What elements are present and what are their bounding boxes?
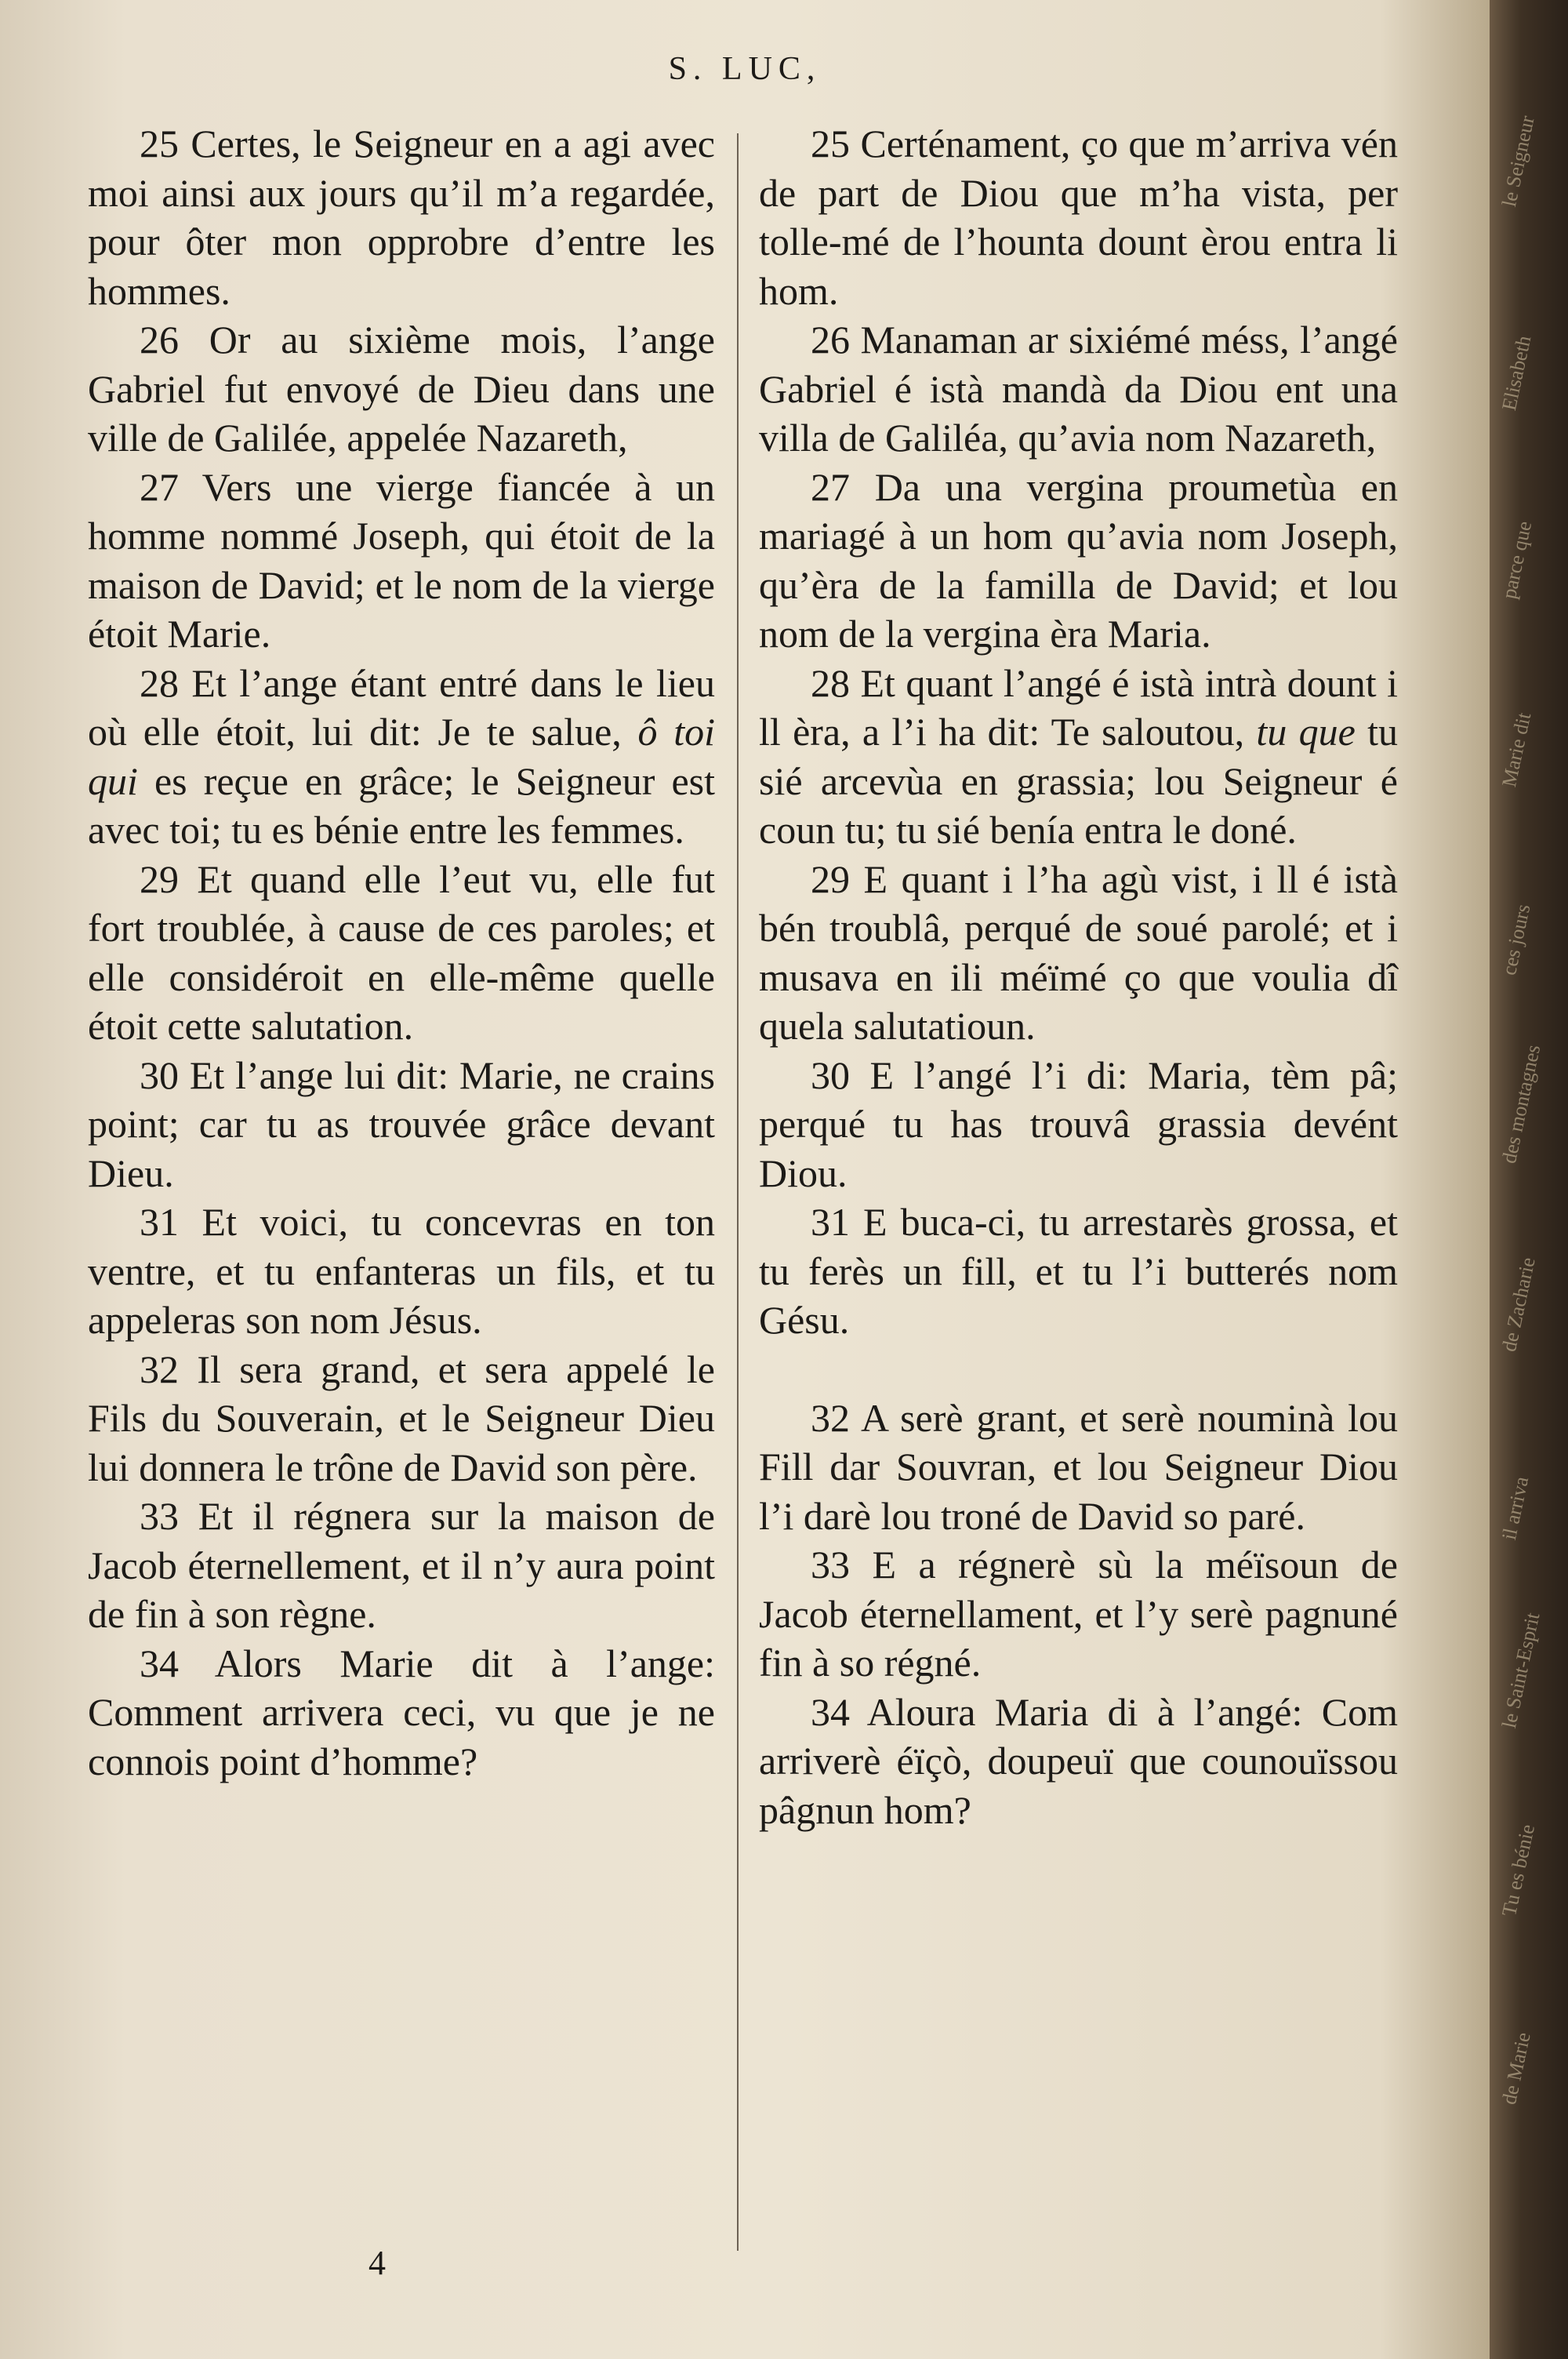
verse-34-fr: 34 Alors Marie dit à l’ange: Comment arrivera ceci, vu que je ne connois point d’homme? — [88, 1641, 715, 1783]
verse-30-ni: 30 E l’angé l’i di: Maria, tèm pâ; perqué tu has trouvâ grassia devént Diou. — [759, 1052, 1398, 1195]
verse-gap — [759, 1345, 1398, 1394]
edge-fragment: ces jours — [1497, 902, 1535, 978]
verse-33-fr: 33 Et il régnera sur la maison de Jacob éternellement, et il n’y aura point de fin à son règne. — [88, 1494, 715, 1636]
edge-fragment: Tu es bénie — [1497, 1822, 1540, 1919]
facing-page-edge — [1490, 0, 1568, 2359]
verse-27-ni: 27 Da una vergina proumetùa en mariagé à un hom qu’avia nom Joseph, qu’èra de la familla de David; et lou nom de la vergina èra Maria. — [759, 464, 1398, 656]
edge-fragment: de Zacharie — [1497, 1255, 1540, 1354]
verse-26-ni: 26 Manaman ar sixiémé méss, l’angé Gabriel é istà mandà da Diou ent una villa de Galiléa, qu’avia nom Nazareth, — [759, 318, 1398, 460]
verse-30-fr: 30 Et l’ange lui dit: Marie, ne crains point; car tu as trouvée grâce devant Dieu. — [88, 1052, 715, 1195]
verse-28-fr — [88, 659, 715, 855]
verse-29-fr: 29 Et quand elle l’eut vu, elle fut fort troublée, à cause de ces paroles; et elle considéroit en elle-même quelle étoit cette salutation. — [88, 856, 715, 1048]
edge-fragment: des montagnes — [1497, 1042, 1545, 1166]
edge-fragment: il arriva — [1497, 1474, 1534, 1543]
verse-25-fr: 25 Certes, le Seigneur en a agi avec moi ainsi aux jours qu’il m’a regardée, pour ôter mon opprobre d’entre les hommes. — [88, 122, 715, 313]
edge-fragment: de Marie — [1497, 2030, 1535, 2107]
edge-fragment: le Seigneur — [1497, 113, 1539, 209]
verse-28-fr-italic: ô toi qui — [88, 710, 715, 803]
verse-28-ni-part1: 28 Et quant l’angé é istà intrà dount i ll èra, a l’i ha dit: Te saloutou, — [759, 660, 1398, 754]
verse-34-ni: 34 Aloura Maria di à l’angé: Com arriverè éïçò, doupeuï que counouïssou pâgnun hom? — [759, 1689, 1398, 1832]
verse-28-fr-part2: es reçue en grâce; le Seigneur est avec toi; tu es bénie entre les femmes. — [88, 758, 715, 852]
verse-26-fr: 26 Or au sixième mois, l’ange Gabriel fut envoyé de Dieu dans une ville de Galilée, appelée Nazareth, — [88, 318, 715, 460]
edge-fragment: parce que — [1497, 518, 1537, 602]
page-number: 4 — [368, 2244, 386, 2282]
verse-33-ni: 33 E a régnerè sù la méïsoun de Jacob éternellament, et l’y serè pagnuné fin à so régné. — [759, 1543, 1398, 1685]
verse-32-fr: 32 Il sera grand, et sera appelé le Fils du Souverain, et le Seigneur Dieu lui donnera le trône de David son père. — [88, 1347, 715, 1489]
column-divider — [737, 133, 739, 2251]
verse-28-fr-part1: 28 Et l’ange étant entré dans le lieu où elle étoit, lui dit: Je te salue, — [88, 660, 715, 754]
verse-31-ni: 31 E buca-ci, tu arrestarès grossa, et tu ferès un fill, et tu l’i butterés nom Gésu. — [759, 1200, 1398, 1342]
verse-25-ni: 25 Certénament, ço que m’arriva vén de part de Diou que m’ha vista, per tolle-mé de l’hounta dount èrou entra li hom. — [759, 122, 1398, 313]
edge-fragment: le Saint-Esprit — [1497, 1610, 1544, 1731]
edge-fragment: Elisabeth — [1497, 333, 1536, 413]
verse-28-ni — [759, 659, 1398, 855]
nissart-column — [759, 119, 1398, 1834]
verse-27-fr: 27 Vers une vierge fiancée à un homme nommé Joseph, qui étoit de la maison de David; et le nom de la vierge étoit Marie. — [88, 464, 715, 656]
verse-28-ni-part2: tu sié arcevùa en grassia; lou Seigneur é coun tu; tu sié benía entra le doné. — [759, 710, 1398, 852]
verse-31-fr: 31 Et voici, tu concevras en ton ventre, et tu enfanteras un fils, et tu appeleras son nom Jésus. — [88, 1200, 715, 1342]
running-header: S. LUC, — [668, 51, 822, 87]
french-column — [88, 119, 715, 1786]
verse-28-ni-italic: tu que — [1256, 710, 1356, 754]
edge-fragment: Marie dit — [1497, 711, 1536, 790]
verse-29-ni: 29 E quant i l’ha agù vist, i ll é istà bén troublâ, perqué de soué parolé; et i musava en ili méïmé ço que voulia dî quela salutatioun. — [759, 856, 1398, 1048]
verse-32-ni: 32 A serè grant, et serè nouminà lou Fill dar Souvran, et lou Seigneur Diou l’i darè lou troné de David so paré. — [759, 1395, 1398, 1538]
